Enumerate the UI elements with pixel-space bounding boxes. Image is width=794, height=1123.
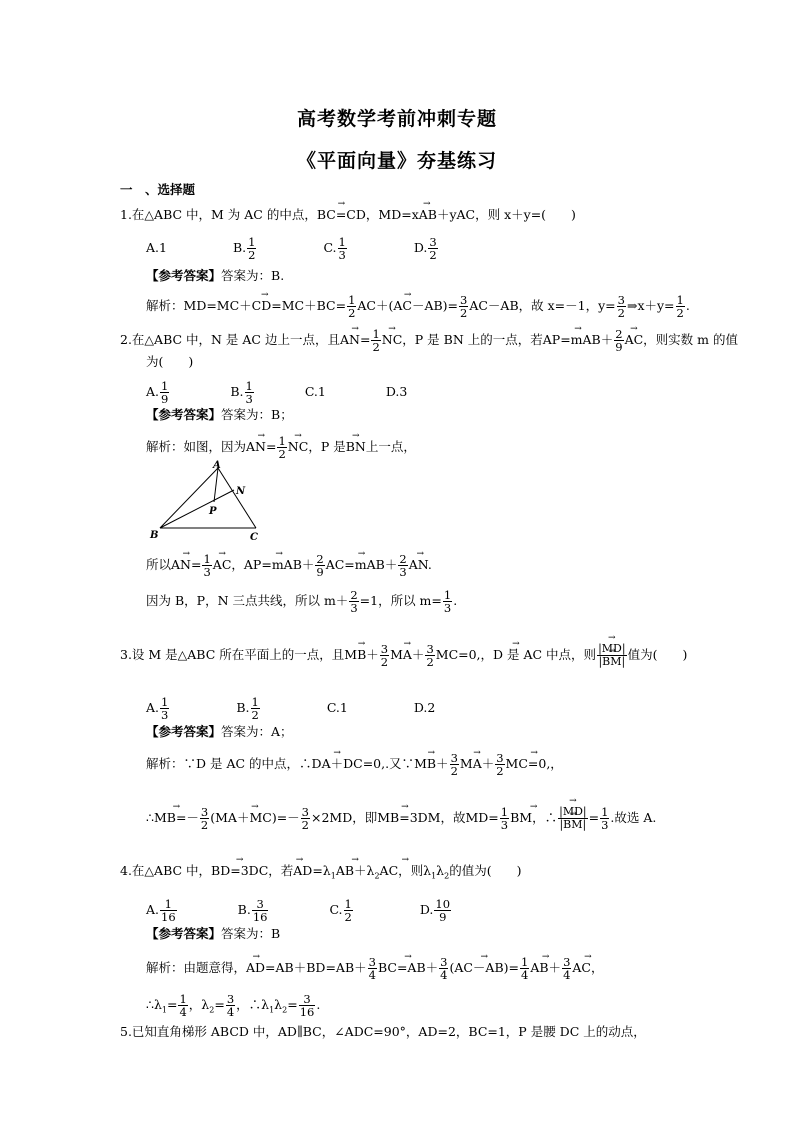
q1-option-b: B. $\frac{1}{2}$ <box>232 235 256 262</box>
label-a: A <box>213 460 221 471</box>
segment-bn <box>160 490 234 528</box>
q3-option-a: A. $\frac{1}{3}$ <box>146 695 169 722</box>
q1-solution: 解析：→ MD=MC＋CD=MC＋BC= $\frac{1}{2}$ → AC＋(AC－AB)= $\frac{3}{2}$ AC－AB，故 x=－1，y= $\frac{3}{2}$ ⇒x＋y= $\frac{1}{2}$ . <box>146 294 690 319</box>
side-ac <box>218 468 256 528</box>
q2-option-d: D.3 <box>385 384 408 399</box>
q2-option-a: A. $\frac{1}{9}$ <box>146 379 169 406</box>
q3-option-b: B. $\frac{1}{2}$ <box>236 695 259 722</box>
q2-options <box>146 380 407 405</box>
q1-stem: 1.在△ABC 中，M 为 AC 的中点，→ BC=CD，→ MD=xAB＋yAC，则 x＋y=( ) <box>120 207 576 223</box>
q4-stem: 4.在△ABC 中，→ BD=3DC→ ，若$AD=\lambda_1\to AB+\lambda_2\to$ AC，则$\lambda_1\lambda_2$的值为( ) <box>120 863 521 885</box>
side-ab <box>160 468 218 528</box>
q4-solution-2: $\therefore\lambda_1=$ $\frac{1}{4}$ ，$\lambda_2=$ $\frac{3}{4}$ ，$\therefore\lambda_1\lambda_2=$ $\frac{3}{16}$ . <box>146 992 321 1019</box>
q2-answer: 【参考答案】答案为：B； <box>146 407 293 422</box>
page-title: 高考数学考前冲刺专题 <box>296 108 497 130</box>
q3-stem: 3.设 M 是△ABC 所在平面上的一点，且→ MB＋ $\frac{3}{2}$ → MA＋ $\frac{3}{2}$ → MC=0,，D 是 AC 中点，则 → |MD| → |BM| 值为( ) <box>120 643 687 668</box>
q4-option-c: C. $\frac{1}{2}$ <box>329 897 352 924</box>
label-b: B <box>150 530 159 541</box>
q5-stem: 5.已知直角梯形 ABCD 中，AD∥BC，∠ADC=90°，AD=2，BC=1，P 是腰 DC 上的动点， <box>120 1024 646 1039</box>
q2-option-c: C.1 <box>304 384 326 399</box>
q1-option-a: A.1 <box>146 240 167 255</box>
q4-solution: → 解析：由题意得，AD=AB＋BD=AB＋ $\frac{3}{4}$ → BC=AB＋ $\frac{3}{4}$ → (AC－AB)= $\frac{1}{4}$ → AB＋ $\frac{3}{4}$ → AC， <box>146 956 603 981</box>
q3-solution-2: ∴→ MB=－ $\frac{3}{2}$ → (MA＋MC)=－ $\frac{3}{2}$ → ×2MD，即MB=3DM，故MD= $\frac{1}{3}$ → BM，∴ → |MD| → |BM| = $\frac{1}{3}$ .故选 A. <box>146 806 656 831</box>
triangle-figure <box>146 458 270 544</box>
q4-option-d: D. $\frac{10}{9}$ <box>419 897 451 924</box>
vector-md: → MD=xAB＋yAC <box>378 207 475 223</box>
label-n: N <box>236 486 246 497</box>
vector-bc: → BC=CD <box>317 207 366 223</box>
q1-answer: 【参考答案】答案为：B. <box>146 268 285 283</box>
q4-options <box>146 898 452 923</box>
q3-solution: 解析：∵D 是 AC 的中点，∴→ DA＋DC=0,.又∵→ MB＋ $\frac{3}{2}$ → MA＋ $\frac{3}{2}$ → MC=0,， <box>146 752 563 777</box>
label-c: C <box>250 532 258 543</box>
label-p: P <box>209 506 217 517</box>
q4-option-b: B. $\frac{3}{16}$ <box>237 897 268 924</box>
q4-option-a: A. $\frac{1}{16}$ <box>146 897 176 924</box>
q1-option-d: D. $\frac{3}{2}$ <box>413 235 437 262</box>
q4-answer: 【参考答案】答案为：B <box>146 926 281 941</box>
q3-option-d: D.2 <box>413 700 436 715</box>
q2-stem-cont: 为( ) <box>146 354 194 369</box>
q2-collinear: 因为 B，P，N 三点共线，所以 m＋ $\frac{2}{3}$ =1，所以 m= $\frac{1}{3}$ . <box>146 588 458 615</box>
q3-options <box>146 696 435 721</box>
segment-ap <box>214 468 218 502</box>
q3-option-c: C.1 <box>326 700 348 715</box>
q2-stem: 2.在△ABC 中，N 是 AC 边上一点，且→ AN= $\frac{1}{2}$ → NC，P 是 BN 上的一点，若→ AP=mAB＋ $\frac{2}{9}$ → AC，则实数 m 的值 <box>120 328 738 353</box>
q2-option-b: B. $\frac{1}{3}$ <box>230 379 253 406</box>
page-subtitle: 《平面向量》夯基练习 <box>296 150 497 172</box>
q2-solution: 解析：如图，因为→ AN= $\frac{1}{2}$ → NC，P 是→ BN上一点， <box>146 435 416 460</box>
q1-options <box>146 236 439 261</box>
q2-so: 所以→ AN= $\frac{1}{3}$ → AC，→ AP=mAB＋ $\frac{2}{9}$ → AC=mAB＋ $\frac{2}{3}$ → AN. <box>146 553 432 578</box>
q3-answer: 【参考答案】答案为：A； <box>146 724 293 739</box>
section-heading: 一 、选择题 <box>120 182 196 197</box>
q1-option-c: C. $\frac{1}{3}$ <box>323 235 346 262</box>
